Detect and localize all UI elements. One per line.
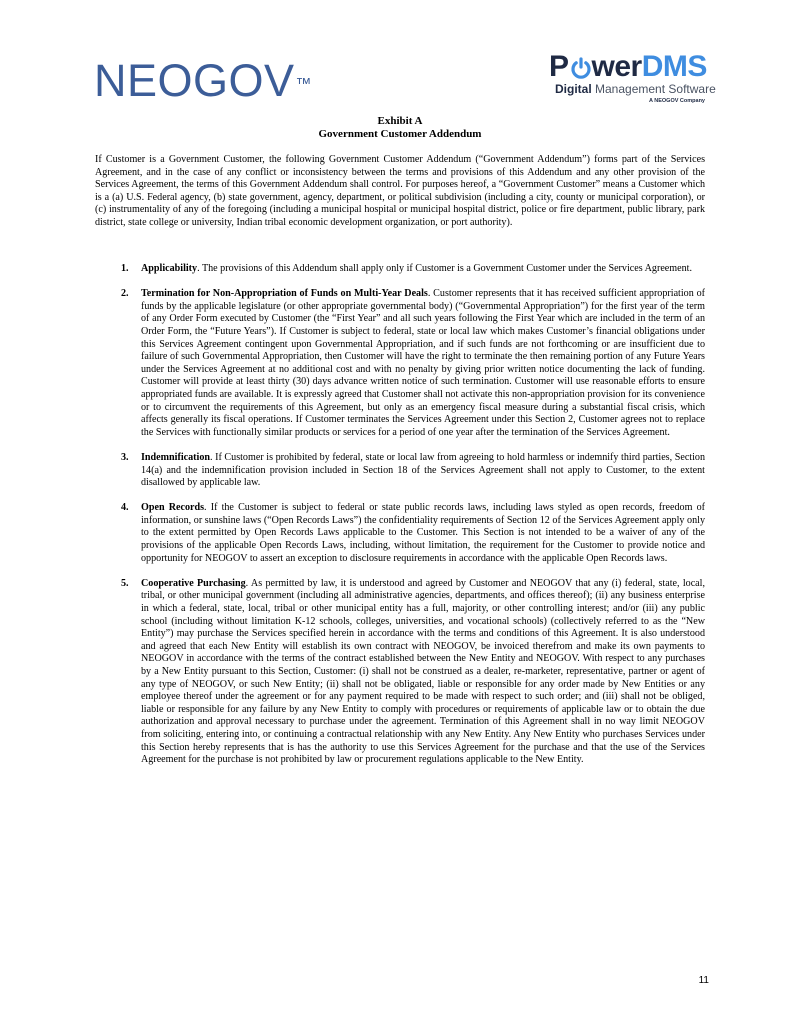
clause-text: . If the Customer is subject to federal or state public records laws, including laws styled as open records, freedom of information, or sunshine laws (“Open Records Laws”) the confidentiality requirements of Section 12 of the Services Agreement apply only to the extent permitted by Open Records Laws applicable to the Customer. This Section is not intended to be a waiver of any of the provisions of the applicable Open Records Laws, including, without limitation, the requirement for the Customer to provide notice and opportunity for NEOGOV to assert an exception to disclosure requirements in accordance with the applicable Open Records laws.	[141, 502, 705, 564]
clause-text: . Customer represents that it has received sufficient appropriation of funds by the applicable legislature (or other appropriate governmental body) (“Governmental Appropriation”) for the first year of the term of any Order Form executed by Customer (the “First Year” and all such years following the First Year which are included in the term of an Order Form, the “Future Years”). If Customer is subject to federal, state or local law which makes Customer’s financial obligations under this Services Agreement contingent upon Governmental Appropriation, and if such funds are not forthcoming or are insufficient due to failure of such Governmental Appropriation, then Customer will have the right to terminate the then remaining portion of any Future Years under the Services Agreement at no additional cost and with no penalty by giving prior written notice documenting the lack of funding. Customer will provide at least thirty (30) days advance written notice of such termination. Customer will use reasonable efforts to ensure appropriated funds are available. It is expressly agreed that Customer shall not activate this non-appropriation provision for its convenience or to circumvent the requirements of this Agreement, but only as an emergency fiscal measure during a substantial fiscal crisis, which affects generally its fiscal operations. If Customer terminates the Services Agreement under this Section 2, Customer agrees not to replace the Services with functionally similar products or services for a period of one year after the termination of the Services Agreement.	[141, 288, 705, 438]
neogov-logo	[94, 55, 313, 106]
exhibit-heading: Exhibit A	[377, 115, 423, 127]
powerdms-wordmark	[549, 50, 707, 84]
powerdms-dms: DMS	[641, 50, 707, 83]
clause-text: . The provisions of this Addendum shall apply only if Customer is a Government Customer under the Services Agreement.	[197, 263, 692, 274]
clause-number: 4.	[121, 502, 129, 514]
clause-title: Applicability	[141, 263, 198, 274]
powerdms-p: P	[549, 50, 569, 83]
clause-item	[95, 578, 705, 767]
intro-paragraph: If Customer is a Government Customer, the following Government Customer Addendum (“Government Addendum”) forms part of the Services Agreement, and in the case of any conflict or inconsistency between the terms and provisions of this Addendum and any other provision of the Services Agreement, the terms of this Government Addendum shall control. For purposes hereof, a “Government Customer” means a Customer which is a (a) U.S. Federal agency, (b) state government, agency, department, or political subdivision (including a city, county or municipal corporation), or (c) instrumentality of any of the foregoing (including a municipal hospital or municipal hospital district, police or fire department, public library, park district, state college or university, Indian tribal economic development organization, or port authority).	[95, 154, 705, 228]
clause-item	[95, 452, 705, 490]
power-symbol-icon	[570, 57, 592, 79]
clause-title: Termination for Non-Appropriation of Funds on Multi-Year Deals	[141, 288, 428, 300]
powerdms-company-tag: A NEOGOV Company	[648, 98, 705, 104]
clause-title: Cooperative Purchasing	[141, 577, 246, 589]
clause-text: . If Customer is prohibited by federal, state or local law from agreeing to hold harmless or indemnify third parties, Section 14(a) and the indemnification provision included in Section 18 of the Services Agreement shall not apply to Customer, to the extent disallowed by applicable law.	[141, 451, 705, 489]
powerdms-wer: wer	[591, 50, 642, 83]
powerdms-subtitle-rest: Management Software	[595, 82, 716, 96]
clause-title: Open Records	[141, 502, 205, 514]
page-number: 11	[698, 975, 709, 986]
clause-item	[95, 502, 705, 565]
clause-item	[95, 288, 705, 439]
clause-number: 5.	[121, 577, 129, 589]
addendum-title: Government Customer Addendum	[318, 128, 482, 140]
neogov-logo-text: NEOGOV	[94, 55, 295, 106]
powerdms-logo	[545, 50, 716, 110]
clause-item	[95, 263, 705, 276]
powerdms-subtitle	[555, 82, 716, 96]
neogov-trademark: ™	[295, 76, 313, 93]
powerdms-subtitle-bold: Digital	[555, 82, 592, 96]
clause-number: 1.	[121, 263, 129, 274]
clause-text: . As permitted by law, it is understood and agreed by Customer and NEOGOV that any (i) federal, state, local, tribal, or other municipal government (including all administrative agencies, departments, and offices thereof); (ii) any business enterprise in which a federal, state, local, tribal or other municipal entity has a full, majority, or other controlling interest; and/or (iii) any public school (including without limitation K-12 schools, colleges, universities, and vocational schools) (collectively referred to as the “New Entity”) may purchase the Services specified herein in accordance with the terms and conditions of this Agreement. It is also understood and agreed that each New Entity will establish its own contract with NEOGOV, be invoiced therefrom and make its own payments to NEOGOV in accordance with the terms of the contract established between the New Entity and NEOGOV. With respect to any purchases by a New Entity pursuant to this Section, Customer: (i) shall not be construed as a dealer, re-marketer, representative, partner or agent of any type of NEOGOV, or such New Entity; (ii) shall not be obligated, liable or responsible for any order made by New Entities or any employee thereof under the agreement or for any payment required to be made with respect to such order; and (iii) shall not be obliged, liable or responsible for any failure by any New Entity to comply with procedures or requirements of applicable law or to obtain the due authorization and approval necessary to purchase under the agreement. Termination of this Agreement shall in no way limit NEOGOV from soliciting, entering into, or continuing a contractual relationship with any New Entity. Any New Entity who purchases Services under this Section hereby represents that is has the authority to use this Services Agreement for the purchase and that the use of the Services Agreement for the purchase is not prohibited by law or procurement regulations applicable to the New Entity.	[141, 577, 705, 766]
clause-number: 2.	[121, 288, 129, 300]
clause-list	[95, 263, 705, 779]
clause-title: Indemnification	[141, 451, 210, 463]
clause-number: 3.	[121, 451, 129, 463]
